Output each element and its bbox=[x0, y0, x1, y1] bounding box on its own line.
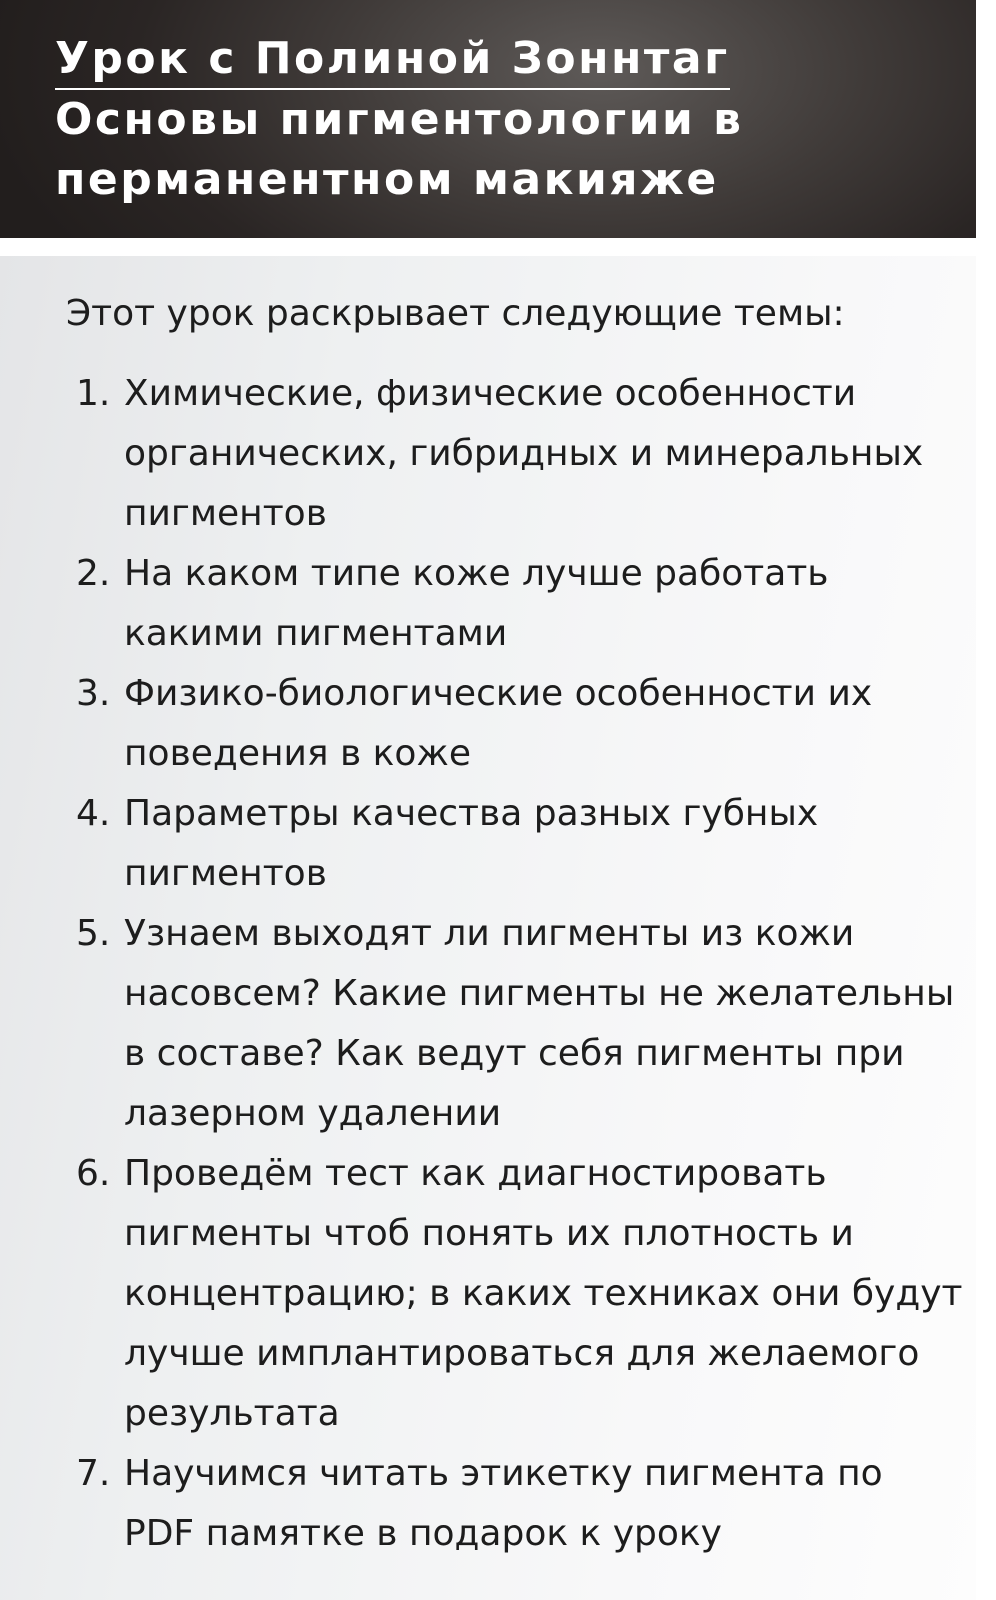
header-banner bbox=[0, 0, 976, 238]
topic-number: 6. bbox=[76, 1153, 111, 1194]
lesson-title: Урок с Полиной Зоннтаг bbox=[55, 30, 730, 90]
topic-number: 3. bbox=[76, 673, 111, 714]
topic-item bbox=[0, 544, 964, 664]
topic-item bbox=[0, 664, 964, 784]
topic-number: 1. bbox=[76, 373, 111, 414]
topic-item bbox=[0, 1144, 964, 1444]
topic-item bbox=[0, 1444, 964, 1564]
topic-item bbox=[0, 364, 964, 544]
topic-text: Параметры качества разных губных пигментов bbox=[124, 793, 819, 894]
topic-text: Научимся читать этикетку пигмента по PDF памятке в подарок к уроку bbox=[124, 1453, 883, 1554]
topic-text: Физико-биологические особенности их поведения в коже bbox=[124, 673, 873, 774]
intro-text: Этот урок раскрывает следующие темы: bbox=[66, 293, 845, 334]
topic-text: На каком типе коже лучше работать какими пигментами bbox=[124, 553, 829, 654]
topic-text: Химические, физические особенности органических, гибридных и минеральных пигментов bbox=[124, 373, 924, 534]
topic-number: 5. bbox=[76, 913, 111, 954]
topic-text: Проведём тест как диагностировать пигменты чтоб понять их плотность и концентрацию; в каких техниках они будут лучше имплантироваться для желаемого результата bbox=[124, 1153, 963, 1434]
topic-number: 7. bbox=[76, 1453, 111, 1494]
content-panel bbox=[0, 256, 976, 1600]
lesson-subtitle-line2: перманентном макияже bbox=[55, 154, 719, 205]
topic-item bbox=[0, 784, 964, 904]
topic-number: 2. bbox=[76, 553, 111, 594]
topic-text: Узнаем выходят ли пигменты из кожи насовсем? Какие пигменты не желательны в составе? Как ведут себя пигменты при лазерном удалении bbox=[124, 913, 955, 1134]
lesson-subtitle-line1: Основы пигментологии в bbox=[55, 94, 744, 145]
topic-number: 4. bbox=[76, 793, 111, 834]
topic-list bbox=[0, 364, 976, 1564]
topic-item bbox=[0, 904, 964, 1144]
